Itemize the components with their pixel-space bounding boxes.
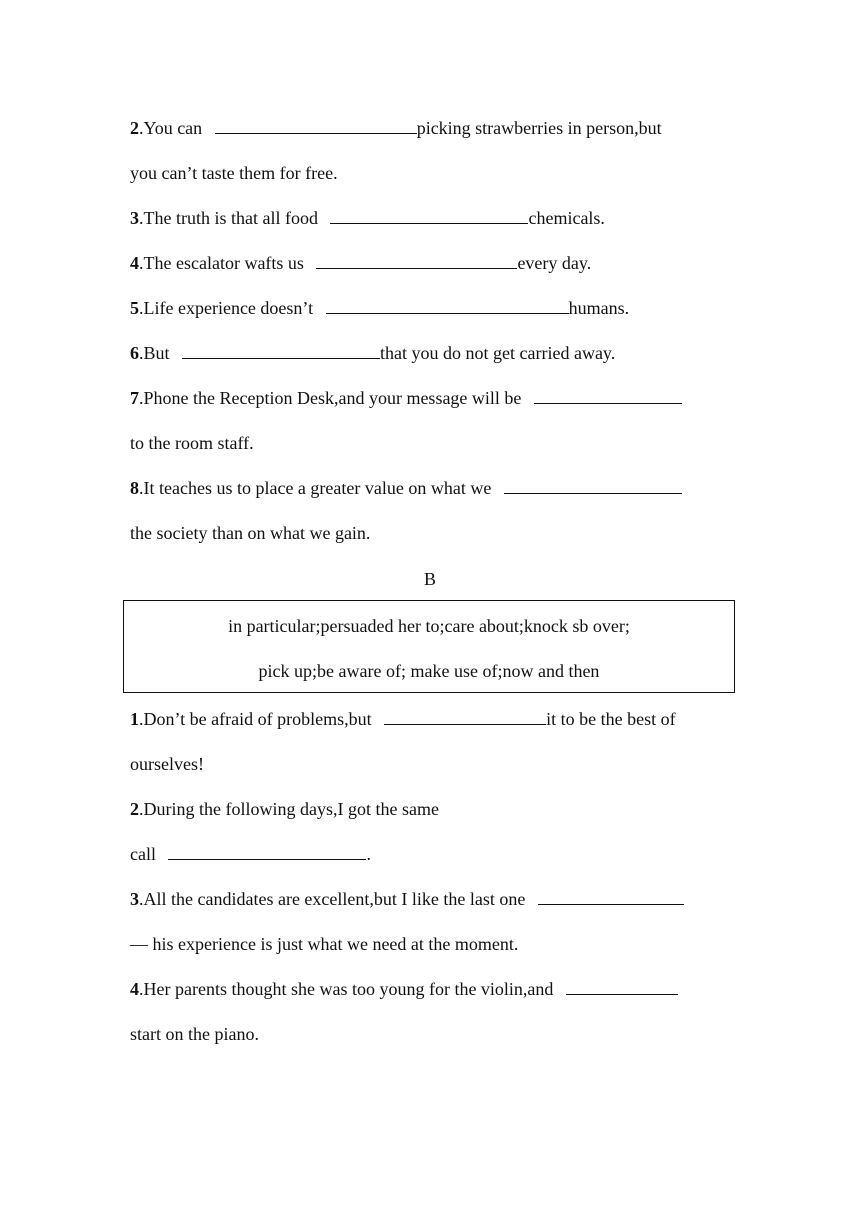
question-text: .But xyxy=(139,343,175,363)
question-number: 4 xyxy=(130,253,139,273)
question-text: humans. xyxy=(568,298,630,318)
answer-blank[interactable] xyxy=(168,843,366,860)
question-text: .Don’t be afraid of problems,but xyxy=(139,709,377,729)
question-text: ourselves! xyxy=(130,754,204,774)
question-text: .During the following days,I got the same xyxy=(139,799,439,819)
question-text: call xyxy=(130,844,161,864)
answer-blank[interactable] xyxy=(326,297,569,314)
question-text: . xyxy=(366,844,371,864)
word-bank-box xyxy=(123,600,735,693)
question-line xyxy=(130,1021,259,1047)
question-text: .The escalator wafts us xyxy=(139,253,309,273)
question-text: start on the piano. xyxy=(130,1024,259,1044)
question-text: picking strawberries in person,but xyxy=(416,118,662,138)
question-text: .Life experience doesn’t xyxy=(139,298,318,318)
question-text: .You can xyxy=(139,118,207,138)
question-a3 xyxy=(130,205,605,231)
question-line xyxy=(130,520,370,546)
question-number: 2 xyxy=(130,118,139,138)
question-number: 8 xyxy=(130,478,139,498)
question-line xyxy=(130,430,254,456)
question-line xyxy=(130,931,518,957)
question-number: 5 xyxy=(130,298,139,318)
question-text: — his experience is just what we need at the moment. xyxy=(130,934,519,954)
question-number: 7 xyxy=(130,388,139,408)
question-text: .Her parents thought she was too young for the violin,and xyxy=(139,979,558,999)
question-text: the society than on what we gain. xyxy=(130,523,371,543)
question-line xyxy=(130,706,676,732)
question-text: to the room staff. xyxy=(130,433,254,453)
question-text: .All the candidates are excellent,but I like the last one xyxy=(139,889,530,909)
question-text: every day. xyxy=(517,253,592,273)
question-line xyxy=(130,385,682,411)
question-line xyxy=(130,976,678,1002)
question-text: .It teaches us to place a greater value on what we xyxy=(139,478,496,498)
question-text: .The truth is that all food xyxy=(139,208,323,228)
answer-blank[interactable] xyxy=(316,252,517,269)
section-b-heading: B xyxy=(423,569,436,589)
question-text: you can’t taste them for free. xyxy=(130,163,338,183)
answer-blank[interactable] xyxy=(384,708,546,725)
question-a5 xyxy=(130,295,629,321)
question-a6 xyxy=(130,340,615,366)
question-number: 2 xyxy=(130,799,139,819)
question-number: 3 xyxy=(130,208,139,228)
question-line xyxy=(130,796,439,822)
word-bank-line: pick up;be aware of; make use of;now and then xyxy=(258,661,600,681)
question-line xyxy=(130,160,338,186)
question-number: 1 xyxy=(130,709,139,729)
answer-blank[interactable] xyxy=(538,888,684,905)
answer-blank[interactable] xyxy=(330,207,528,224)
question-line xyxy=(130,475,682,501)
answer-blank[interactable] xyxy=(182,342,380,359)
question-text: it to be the best of xyxy=(546,709,676,729)
question-line xyxy=(130,886,684,912)
question-text: chemicals. xyxy=(528,208,605,228)
question-number: 3 xyxy=(130,889,139,909)
answer-blank[interactable] xyxy=(566,978,678,995)
word-bank-line: in particular;persuaded her to;care about;knock sb over; xyxy=(228,616,630,636)
answer-blank[interactable] xyxy=(504,477,682,494)
question-text: that you do not get carried away. xyxy=(380,343,616,363)
question-a4 xyxy=(130,250,591,276)
answer-blank[interactable] xyxy=(215,117,417,134)
answer-blank[interactable] xyxy=(534,387,682,404)
question-number: 6 xyxy=(130,343,139,363)
question-number: 4 xyxy=(130,979,139,999)
question-line xyxy=(130,115,662,141)
question-line xyxy=(130,751,204,777)
question-line xyxy=(130,841,371,867)
question-text: .Phone the Reception Desk,and your message will be xyxy=(139,388,526,408)
